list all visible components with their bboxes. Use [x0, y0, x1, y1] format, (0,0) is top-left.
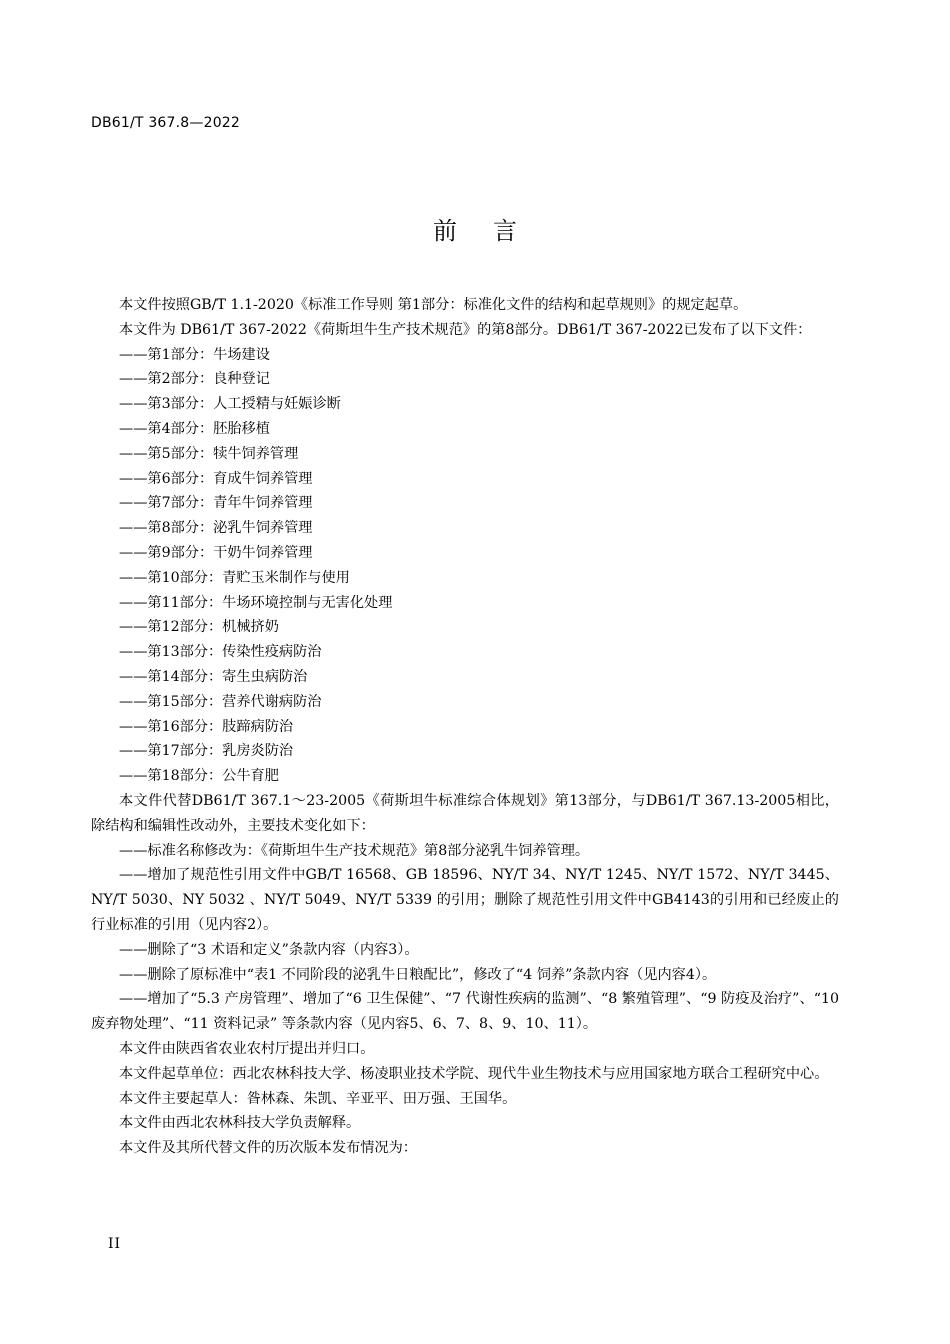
replacement-paragraph: 本文件代替DB61/T 367.1～23-2005《荷斯坦牛标准综合体规划》第13部分，与DB61/T 367.13-2005相比，除结构和编辑性改动外，主要技术变化如下： — [91, 792, 839, 834]
parts-list — [91, 343, 839, 789]
list-item: ——第2部分：良种登记 — [119, 371, 270, 388]
list-item: ——第18部分：公牛育肥 — [119, 768, 279, 785]
list-item: ——第7部分：青年牛饲养管理 — [119, 495, 313, 512]
list-item: ——第14部分：寄生虫病防治 — [119, 668, 308, 685]
list-item: ——第4部分：胚胎移植 — [119, 420, 270, 437]
change-item: ——删除了“3 术语和定义”条款内容（内容3）。 — [119, 941, 419, 958]
change-item: ——标准名称修改为：《荷斯坦牛生产技术规范》第8部分泌乳牛饲养管理。 — [119, 842, 590, 859]
list-item: ——第10部分：青贮玉米制作与使用 — [119, 569, 350, 586]
document-body — [91, 293, 839, 1161]
page-title: 前言 — [433, 217, 553, 245]
list-item: ——第6部分：育成牛饲养管理 — [119, 470, 313, 487]
list-item: ——第9部分：干奶牛饲养管理 — [119, 544, 313, 561]
list-item: ——第1部分：牛场建设 — [119, 346, 270, 363]
list-item: ——第8部分：泌乳牛饲养管理 — [119, 520, 313, 537]
list-item: ——第17部分：乳房炎防治 — [119, 743, 294, 760]
list-item: ——第3部分：人工授精与妊娠诊断 — [119, 396, 341, 413]
closing-paragraph: 本文件及其所代替文件的历次版本发布情况为： — [119, 1140, 417, 1157]
change-item: ——删除了原标准中“表1 不同阶段的泌乳牛日粮配比”，修改了“4 饲养”条款内容（见内容4）。 — [119, 966, 717, 983]
page-number: II — [108, 1236, 122, 1252]
closing-paragraph: 本文件主要起草人：昝林森、朱凯、辛亚平、田万强、王国华。 — [119, 1090, 517, 1107]
document-code: DB61/T 367.8—2022 — [91, 115, 241, 131]
list-item: ——第15部分：营养代谢病防治 — [119, 693, 322, 710]
closing-paragraph: 本文件由陕西省农业农村厅提出并归口。 — [119, 1040, 375, 1057]
change-item: ——增加了规范性引用文件中GB/T 16568、GB 18596、NY/T 34、NY/T 1245、NY/T 1572、NY/T 3445、NY/T 5030、NY 5032 、NY/T 5049、NY/T 5339 的引用；删除了规范性引用文件中GB4143的引用和已经废止的行业标准的引用（见内容2）。 — [91, 867, 839, 933]
closing-paragraph: 本文件由西北农林科技大学负责解释。 — [119, 1115, 361, 1132]
intro-paragraph: 本文件为 DB61/T 367-2022《荷斯坦牛生产技术规范》的第8部分。DB61/T 367-2022已发布了以下文件： — [119, 321, 812, 338]
list-item: ——第11部分：牛场环境控制与无害化处理 — [119, 594, 393, 611]
list-item: ——第13部分：传染性疫病防治 — [119, 644, 322, 661]
list-item: ——第12部分：机械挤奶 — [119, 619, 279, 636]
changes-list — [91, 839, 839, 1037]
list-item: ——第16部分：肢蹄病防治 — [119, 718, 294, 735]
list-item: ——第5部分：犊牛饲养管理 — [119, 445, 299, 462]
change-item: ——增加了“5.3 产房管理”、增加了“6 卫生保健”、“7 代谢性疾病的监测”、“8 繁殖管理”、“9 防疫及治疗”、“10 废弃物处理”、“11 资料记录” 等条款内容（见内容5、6、7、8、9、10、11）。 — [91, 991, 839, 1033]
closing-paragraph: 本文件起草单位：西北农林科技大学、杨凌职业技术学院、现代牛业生物技术与应用国家地方联合工程研究中心。 — [119, 1065, 829, 1082]
intro-paragraph: 本文件按照GB/T 1.1-2020《标准工作导则 第1部分：标准化文件的结构和起草规则》的规定起草。 — [119, 297, 748, 313]
